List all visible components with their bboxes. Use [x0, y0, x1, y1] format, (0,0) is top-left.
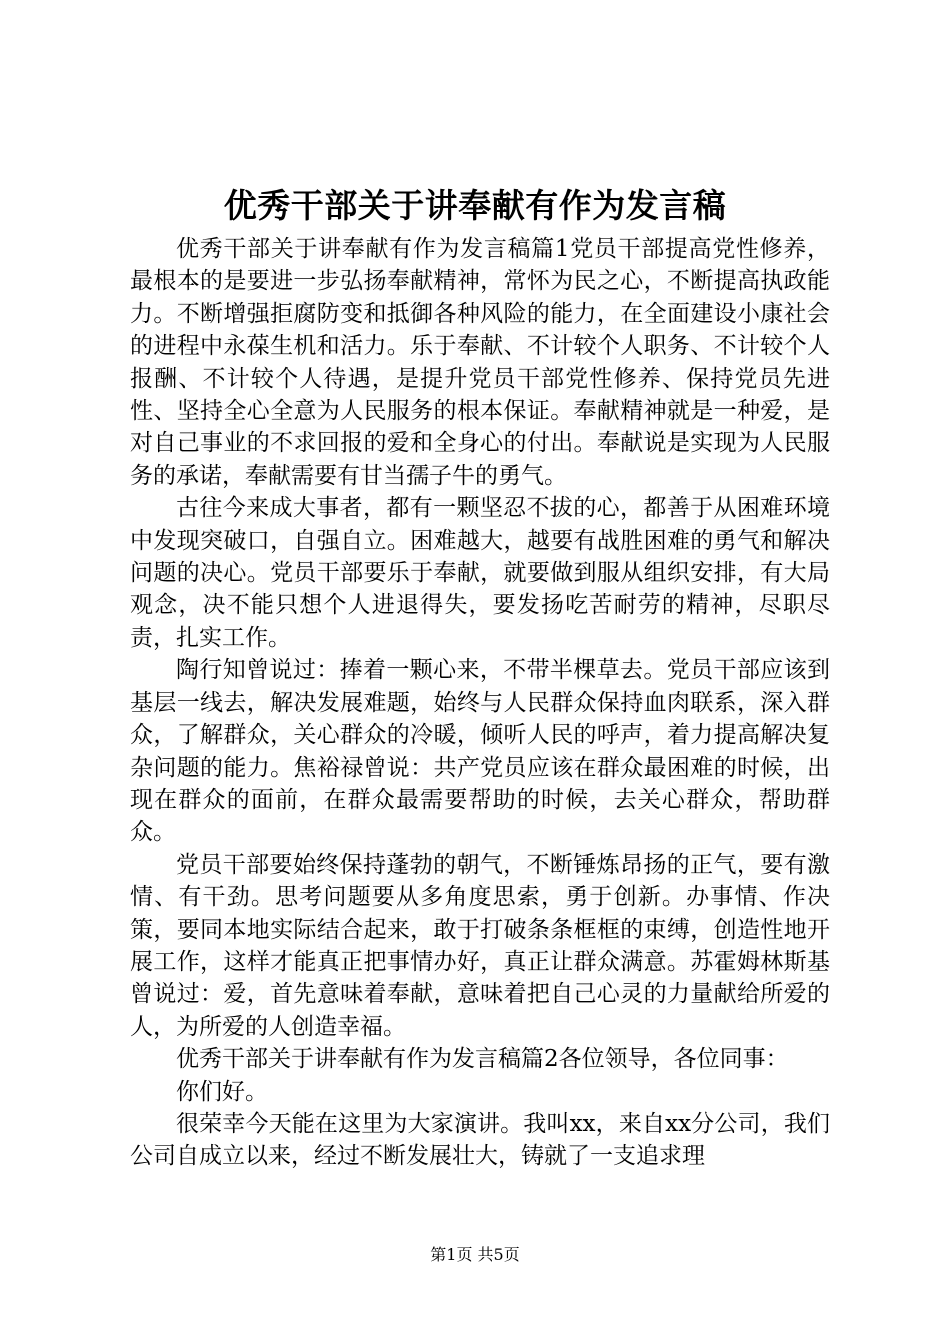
paragraph: 党员干部要始终保持蓬勃的朝气，不断锤炼昂扬的正气，要有激情、有干劲。思考问题要从多角度思索，勇于创新。办事情、作决策，要同本地实际结合起来，敢于打破条条框框的束缚，创造性地开展工作，这样才能真正把事情办好，真正让群众满意。苏霍姆林斯基曾说过：爱，首先意味着奉献，意味着把自己心灵的力量献给所爱的人，为所爱的人创造幸福。: [130, 851, 830, 1040]
paragraph: 陶行知曾说过：捧着一颗心来，不带半棵草去。党员干部应该到基层一线去，解决发展难题，始终与人民群众保持血肉联系，深入群众，了解群众，关心群众的冷暖，倾听人民的呼声，着力提高解决复杂问题的能力。焦裕禄曾说：共产党员应该在群众最困难的时候，出现在群众的面前，在群众最需要帮助的时候，去关心群众，帮助群众。: [130, 657, 830, 846]
document-body: [130, 233, 830, 1173]
paragraph: 优秀干部关于讲奉献有作为发言稿篇1党员干部提高党性修养，最根本的是要进一步弘扬奉献精神，常怀为民之心，不断提高执政能力。不断增强拒腐防变和抵御各种风险的能力，在全面建设小康社会的进程中永葆生机和活力。乐于奉献、不计较个人职务、不计较个人报酬、不计较个人待遇，是提升党员干部党性修养、保持党员先进性、坚持全心全意为人民服务的根本保证。奉献精神就是一种爱，是对自己事业的不求回报的爱和全身心的付出。奉献说是实现为人民服务的承诺，奉献需要有甘当孺子牛的勇气。: [130, 236, 830, 489]
paragraph: 古往今来成大事者，都有一颗坚忍不拔的心，都善于从困难环境中发现突破口，自强自立。困难越大，越要有战胜困难的勇气和解决问题的决心。党员干部要乐于奉献，就要做到服从组织安排，有大局观念，决不能只想个人进退得失，要发扬吃苦耐劳的精神，尽职尽责，扎实工作。: [130, 495, 830, 651]
document-title: 优秀干部关于讲奉献有作为发言稿: [223, 186, 727, 225]
paragraph: 你们好。: [176, 1078, 268, 1105]
paragraph: 很荣幸今天能在这里为大家演讲。我叫xx，来自xx分公司，我们公司自成立以来，经过不断发展壮大，铸就了一支追求理: [130, 1110, 830, 1170]
page-number-footer: 第1页 共5页: [430, 1245, 520, 1264]
paragraph: 优秀干部关于讲奉献有作为发言稿篇2各位领导，各位同事：: [176, 1046, 789, 1073]
